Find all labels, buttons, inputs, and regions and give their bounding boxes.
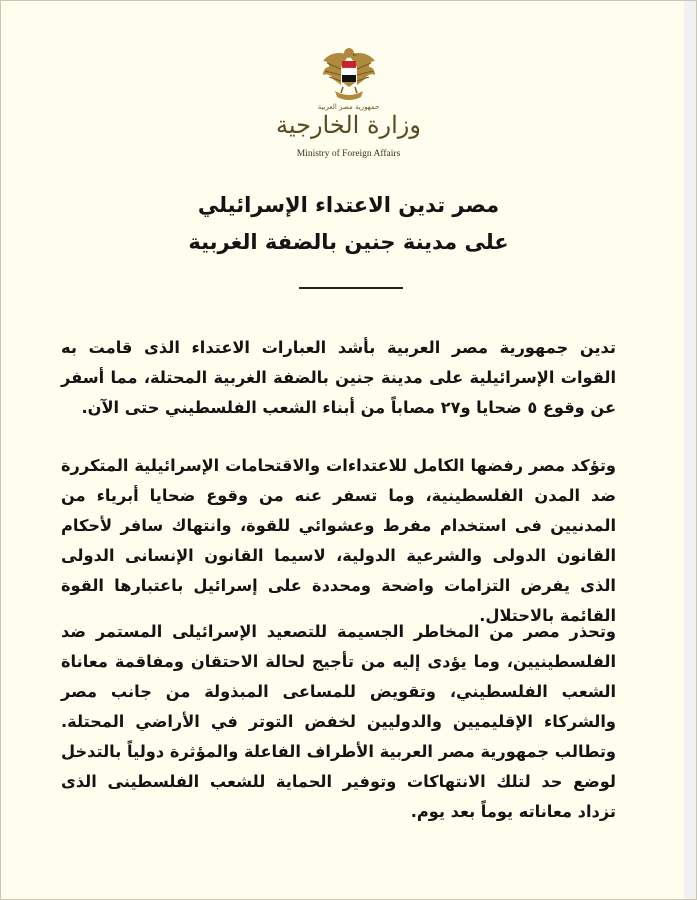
ministry-logo xyxy=(1,45,696,165)
logo-arabic-country: جمهورية مصر العربية xyxy=(317,103,380,111)
paragraph-2: وتؤكد مصر رفضها الكامل للاعتداءات والاقتحامات الإسرائيلية المتكررة ضد المدن الفلسطينية، وما تسفر عنه من وقوع ضحايا أبرياء من المدنيين فى استخدام مفرط وعشوائي للقوة، وانتهاك سافر لأحكام القانون الدولى والشرعية الدولية، لاسيما القانون الإنسانى الدولى الذى يفرض التزامات واضحة ومحددة على إسرائيل باعتبارها القوة القائمة بالاحتلال. xyxy=(61,456,616,625)
paragraph-3: وتحذر مصر من المخاطر الجسيمة للتصعيد الإسرائيلى المستمر ضد الفلسطينيين، وما يؤدى إليه من تأجيج لحالة الاحتقان ومفاقمة معاناة الشعب الفلسطيني، وتقويض للمساعى المبذولة من جانب مصر والشركاء الإقليميين والدوليين لخفض التوتر في الأراضي المحتلة. وتطالب جمهورية مصر العربية الأطراف الفاعلة والمؤثرة دولياً بالتدخل لوضع حد لتلك الانتهاكات وتوفير الحماية للشعب الفلسطينى الذى تزداد معاناته يوماً بعد يوم. xyxy=(61,622,616,821)
paragraph-1: تدين جمهورية مصر العربية بأشد العبارات الاعتداء الذى قامت به القوات الإسرائيلية على مدينة جنين بالضفة الغربية المحتلة، مما أسفر عن وقوع ٥ ضحايا و٢٧ مصاباً من أبناء الشعب الفلسطيني حتى الآن. xyxy=(61,338,616,417)
title-divider xyxy=(299,287,403,289)
eagle-emblem-icon xyxy=(317,45,381,103)
headline-line-1: مصر تدين الاعتداء الإسرائيلي xyxy=(197,193,500,217)
logo-arabic-ministry: وزارة الخارجية xyxy=(276,111,421,139)
headline-line-2: على مدينة جنين بالضفة الغربية xyxy=(188,230,509,254)
logo-english-ministry: Ministry of Foreign Affairs xyxy=(296,149,401,159)
